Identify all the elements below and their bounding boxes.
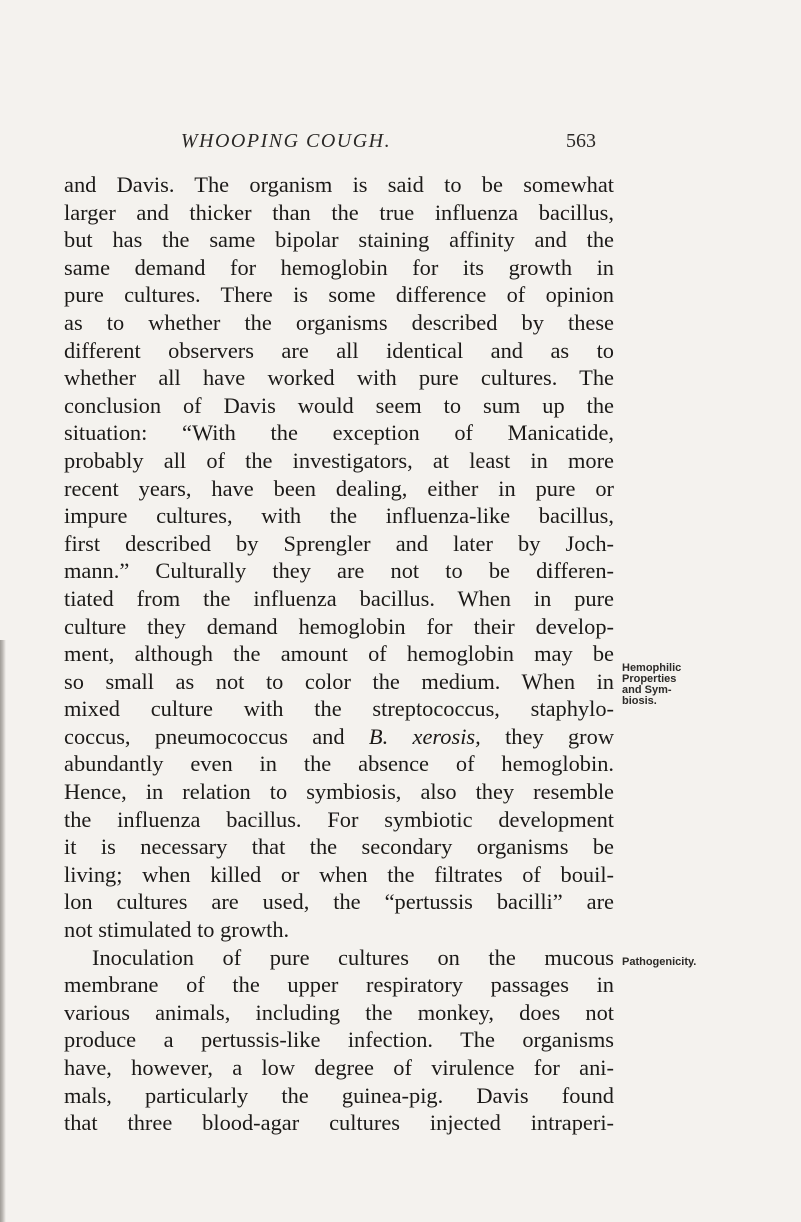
page-number: 563	[566, 130, 596, 152]
text-line: whether all have worked with pure cultures. The	[64, 365, 614, 391]
margin-note-line: biosis.	[622, 695, 657, 707]
text-line: lon cultures are used, the “pertussis bacilli” are	[64, 889, 614, 915]
text-line: first described by Sprengler and later by Joch-	[64, 530, 614, 556]
text-line: conclusion of Davis would seem to sum up the	[64, 392, 614, 418]
text-line: ment, although the amount of hemoglobin may be	[64, 641, 614, 667]
text-line: membrane of the upper respiratory passages in	[64, 972, 614, 998]
text-line: impure cultures, with the influenza-like bacillus,	[64, 503, 614, 529]
text-line-paragraph-start: Inoculation of pure cultures on the mucous	[92, 944, 614, 970]
text-line: larger and thicker than the true influenza bacillus,	[64, 199, 614, 225]
text-line: mals, particularly the guinea-pig. Davis found	[64, 1082, 614, 1108]
italic-taxon: B. xerosis,	[368, 723, 481, 749]
text-line: Hence, in relation to symbiosis, also they resemble	[64, 779, 614, 805]
text-segment: they grow	[480, 723, 614, 749]
scan-edge-shadow	[0, 640, 6, 1222]
text-line: but has the same bipolar staining affinity and the	[64, 227, 614, 253]
text-line: abundantly even in the absence of hemoglobin.	[64, 751, 614, 777]
text-line: situation: “With the exception of Manicatide,	[64, 420, 614, 446]
margin-note-line: and Sym-	[622, 684, 672, 696]
text-line: the influenza bacillus. For symbiotic development	[64, 806, 614, 832]
text-line: living; when killed or when the filtrates of bouil-	[64, 861, 614, 887]
text-line: same demand for hemoglobin for its growth in	[64, 254, 614, 280]
text-line: mann.” Culturally they are not to be differen-	[64, 558, 614, 584]
text-line: recent years, have been dealing, either in pure or	[64, 475, 614, 501]
margin-note-pathogenicity	[622, 957, 696, 968]
text-line: so small as not to color the medium. When in	[64, 668, 614, 694]
text-line: and Davis. The organism is said to be somewhat	[64, 172, 614, 197]
running-head	[60, 130, 680, 160]
running-title: WHOOPING COUGH.	[180, 130, 392, 152]
text-line: have, however, a low degree of virulence for ani-	[64, 1055, 614, 1080]
text-segment: coccus, pneumococcus and	[64, 723, 369, 749]
text-line: mixed culture with the streptococcus, staphylo-	[64, 696, 614, 722]
text-line: it is necessary that the secondary organisms be	[64, 834, 614, 860]
margin-note-line: Properties	[622, 673, 677, 685]
margin-note-line: Pathogenicity.	[622, 956, 697, 968]
body-text	[64, 171, 614, 1137]
text-line: as to whether the organisms described by these	[64, 309, 614, 335]
text-line: different observers are all identical and as to	[64, 337, 614, 363]
text-line: that three blood-agar cultures injected intraperi-	[64, 1110, 614, 1136]
margin-note-hemophilic	[622, 663, 681, 707]
margin-note-line: Hemophilic	[622, 662, 682, 674]
text-line: pure cultures. There is some difference of opinion	[64, 282, 614, 308]
text-line: probably all of the investigators, at least in more	[64, 447, 614, 473]
text-line-mixed	[64, 723, 614, 751]
text-line-paragraph-end: not stimulated to growth.	[64, 917, 290, 943]
text-line: culture they demand hemoglobin for their develop-	[64, 613, 614, 639]
text-line: produce a pertussis-like infection. The organisms	[64, 1027, 614, 1053]
text-line: various animals, including the monkey, does not	[64, 999, 614, 1025]
text-line: tiated from the influenza bacillus. When in pure	[64, 585, 614, 611]
